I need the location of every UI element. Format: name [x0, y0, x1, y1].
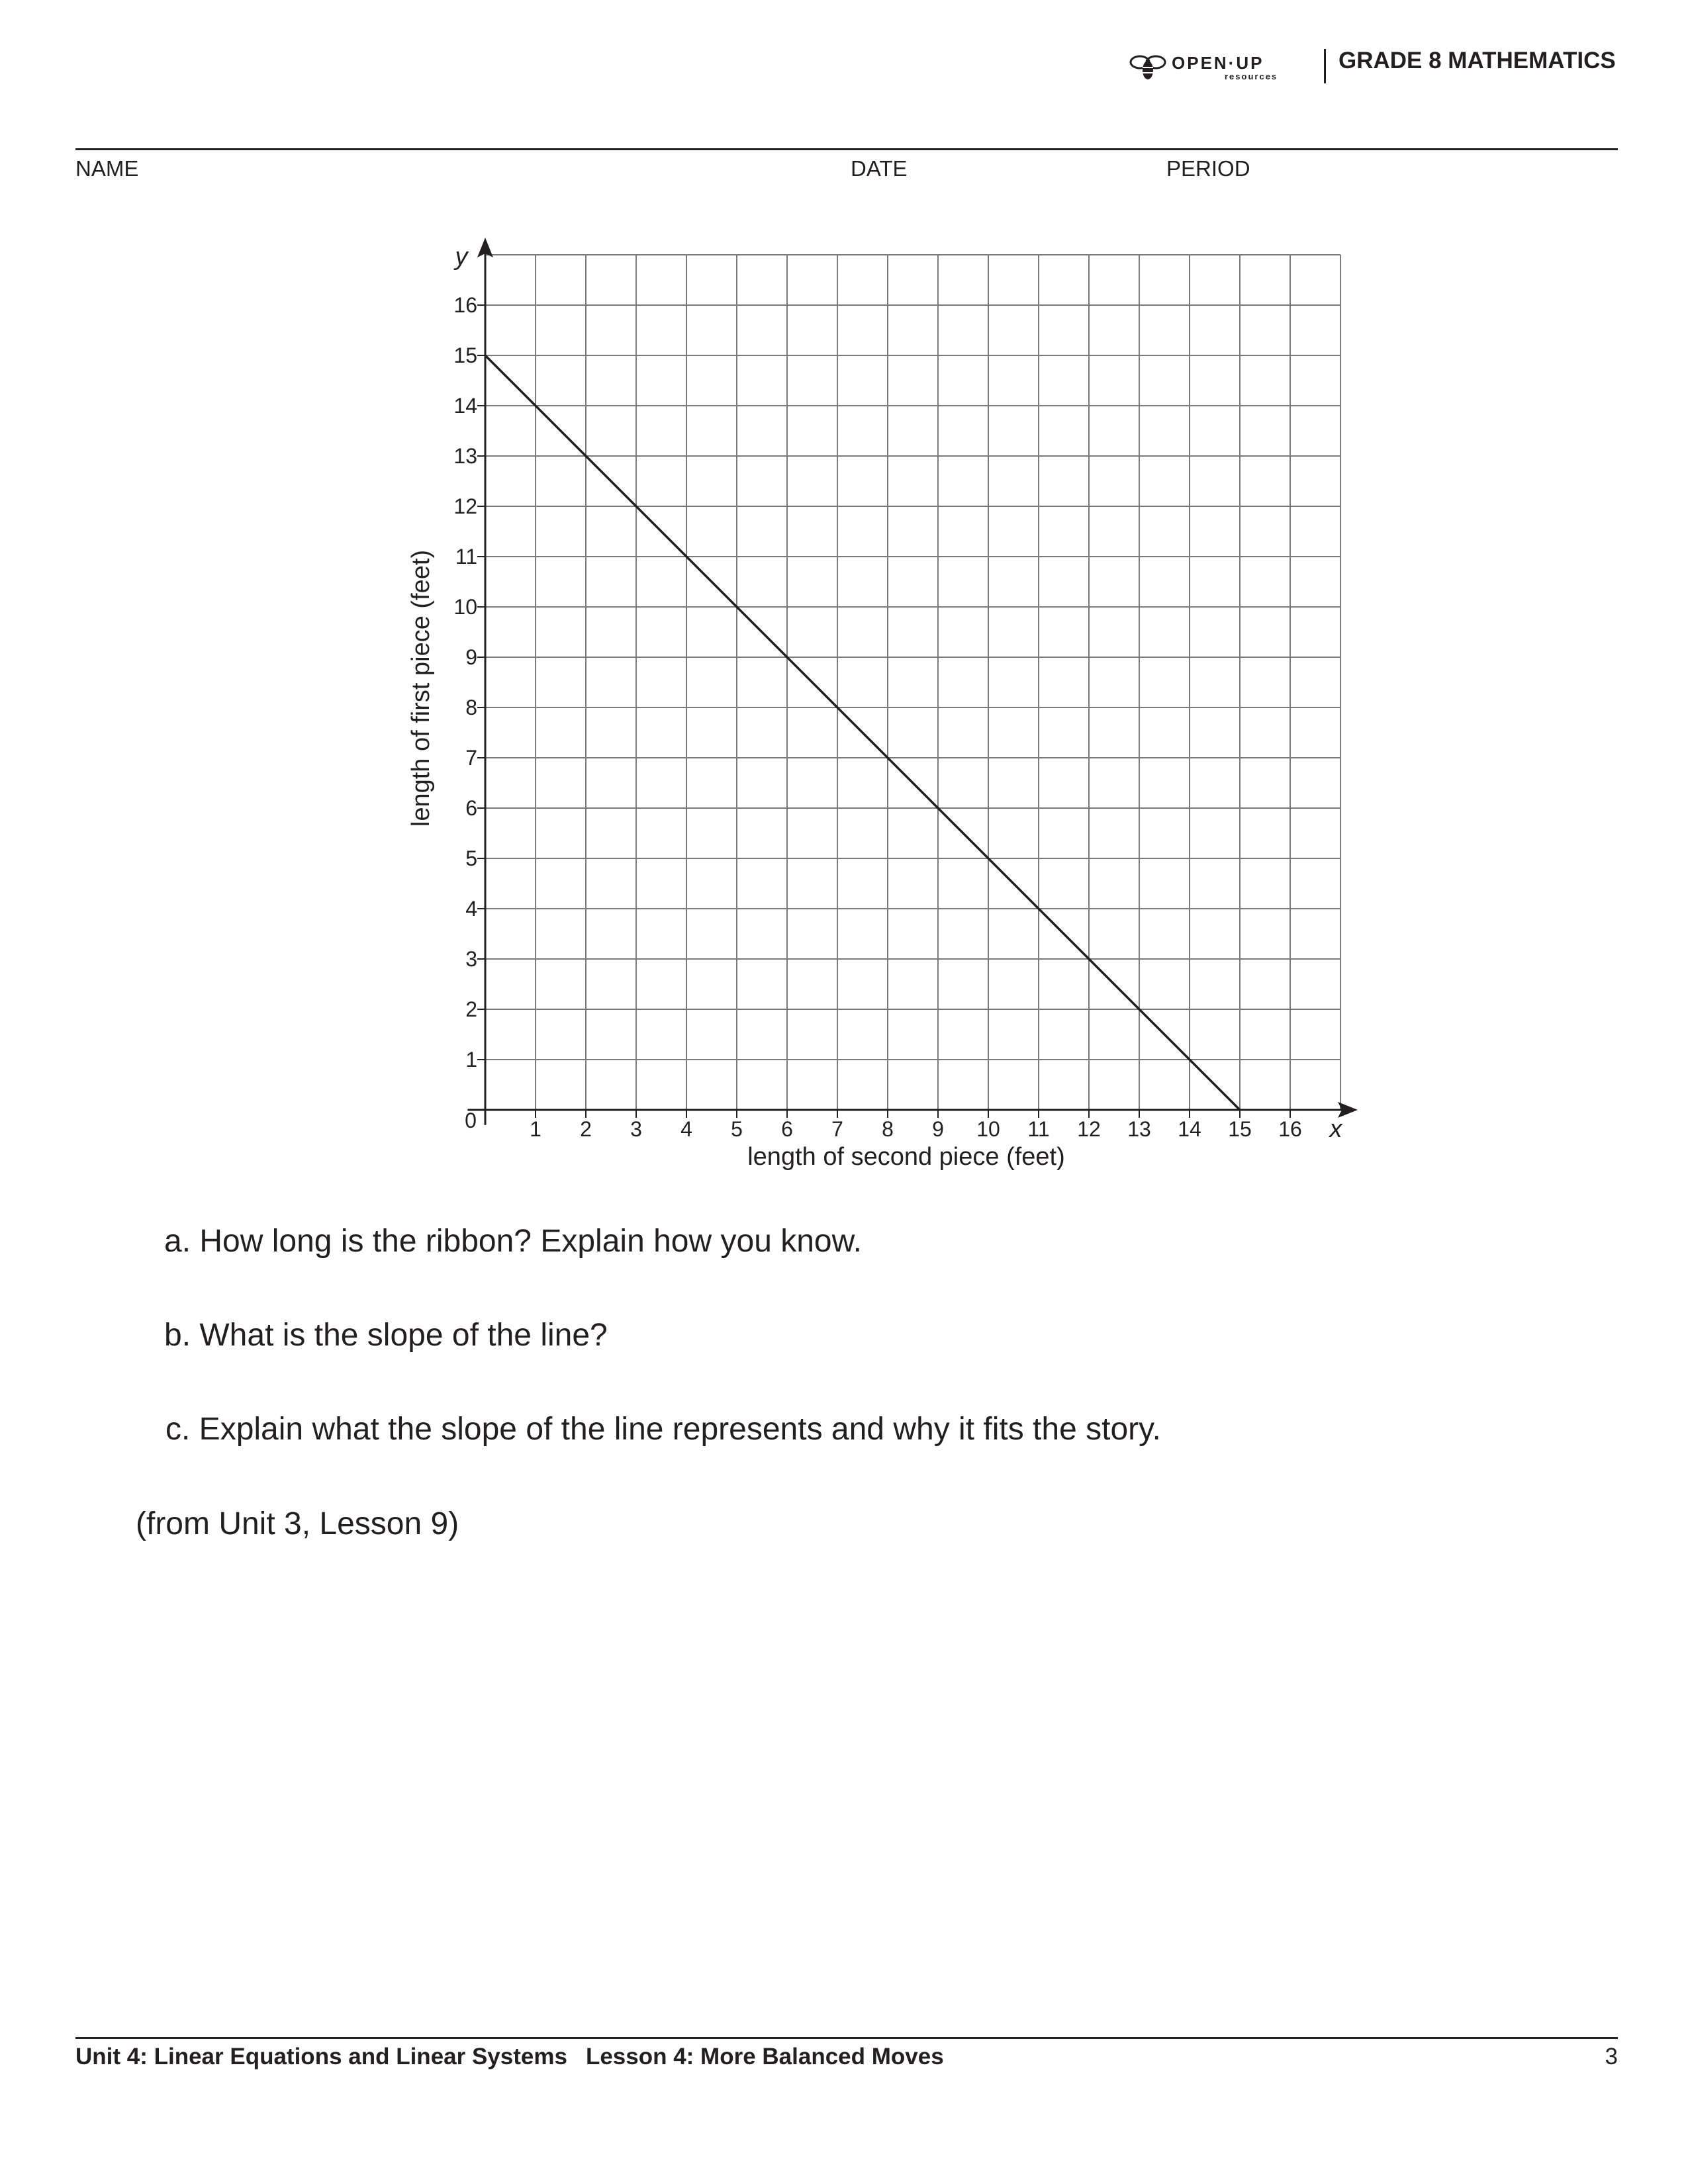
logo-wordmark: OPEN·UP: [1172, 53, 1264, 73]
x-axis-letter: x: [1329, 1115, 1342, 1143]
x-tick-label: 2: [580, 1117, 592, 1141]
x-tick-label: 12: [1077, 1117, 1101, 1141]
x-tick-label: 4: [680, 1117, 692, 1141]
y-tick-label: 2: [465, 997, 477, 1021]
x-tick-label: 1: [530, 1117, 541, 1141]
footer-lesson: Lesson 4: More Balanced Moves: [585, 2044, 944, 2070]
y-tick-label: 13: [453, 444, 477, 468]
y-tick-label: 11: [455, 545, 477, 569]
y-axis-letter: y: [455, 243, 468, 271]
x-tick-label: 14: [1178, 1117, 1201, 1141]
x-tick-label: 13: [1127, 1117, 1151, 1141]
x-tick-label: 11: [1027, 1117, 1050, 1141]
x-tick-label: 5: [731, 1117, 743, 1141]
y-tick-label: 16: [453, 293, 477, 317]
source-note: (from Unit 3, Lesson 9): [136, 1506, 459, 1541]
logo-subtext: resources: [1225, 71, 1278, 81]
series-line-ribbon: [485, 355, 1240, 1110]
x-tick-label: 6: [781, 1117, 793, 1141]
x-tick-label: 10: [976, 1117, 1000, 1141]
date-label: DATE: [851, 156, 908, 181]
footer-unit: Unit 4: Linear Equations and Linear Systems: [75, 2044, 567, 2070]
y-tick-label: 1: [465, 1048, 477, 1071]
x-tick-label: 7: [831, 1117, 843, 1141]
question-b: b. What is the slope of the line?: [164, 1318, 608, 1353]
x-tick-label: 9: [932, 1117, 944, 1141]
y-tick-label: 15: [453, 343, 477, 367]
question-a: a. How long is the ribbon? Explain how you know.: [164, 1224, 862, 1259]
y-tick-label: 8: [465, 696, 477, 719]
bottom-rule: [75, 2037, 1618, 2039]
x-axis-title: length of second piece (feet): [747, 1143, 1065, 1171]
y-tick-label: 12: [453, 494, 477, 518]
grade-title: GRADE 8 MATHEMATICS: [1338, 48, 1616, 73]
y-axis-title: length of first piece (feet): [407, 549, 435, 827]
y-tick-label: 4: [465, 897, 477, 921]
x-tick-label: 15: [1228, 1117, 1252, 1141]
y-tick-label: 9: [465, 645, 477, 669]
y-tick-label: 10: [453, 595, 477, 619]
y-tick-label: 7: [465, 746, 477, 770]
page-number: 3: [1605, 2044, 1618, 2070]
name-label: NAME: [75, 156, 139, 181]
x-tick-label: 3: [630, 1117, 642, 1141]
question-c: c. Explain what the slope of the line represents and why it fits the story.: [165, 1412, 1161, 1447]
y-tick-label: 3: [465, 947, 477, 971]
footer-title: [75, 2044, 944, 2070]
period-label: PERIOD: [1166, 156, 1250, 181]
origin-label: 0: [465, 1109, 477, 1132]
y-tick-label: 6: [465, 796, 477, 820]
y-tick-label: 5: [465, 846, 477, 870]
x-tick-label: 16: [1278, 1117, 1302, 1141]
y-tick-label: 14: [453, 394, 477, 418]
x-tick-label: 8: [882, 1117, 894, 1141]
